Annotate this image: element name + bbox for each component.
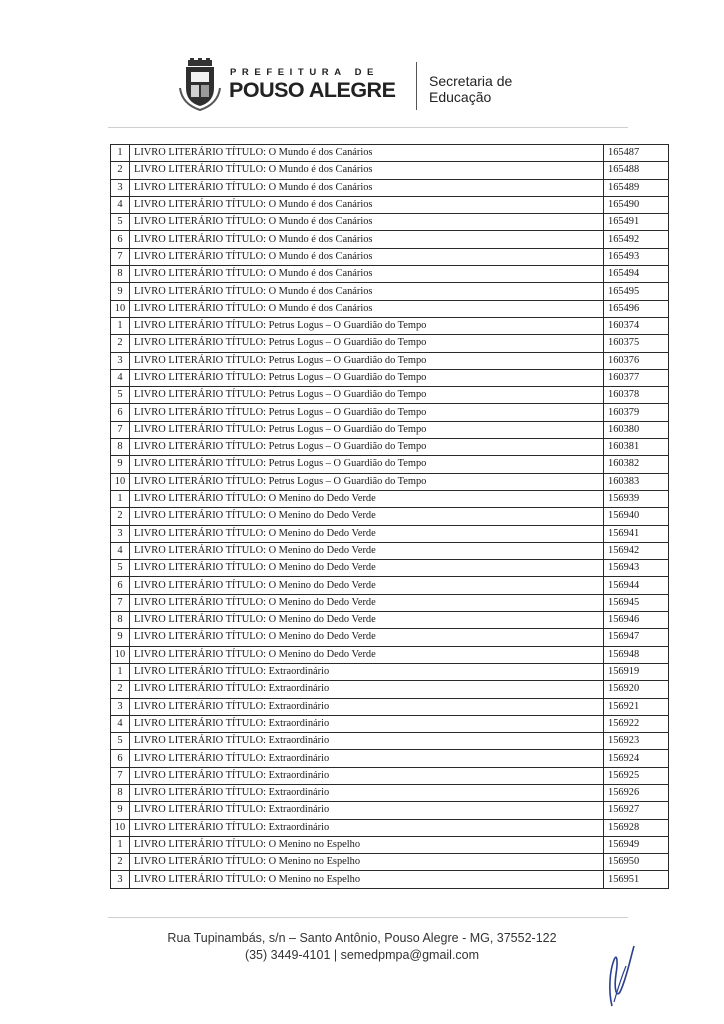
row-title: LIVRO LITERÁRIO TÍTULO: O Menino no Espelho <box>130 836 604 853</box>
table-row <box>111 594 669 611</box>
row-code: 160381 <box>604 439 669 456</box>
row-number: 1 <box>111 145 130 162</box>
row-code: 156920 <box>604 681 669 698</box>
row-number: 3 <box>111 525 130 542</box>
row-number: 8 <box>111 439 130 456</box>
letterhead <box>178 58 558 118</box>
row-number: 9 <box>111 283 130 300</box>
row-code: 156923 <box>604 733 669 750</box>
table-row <box>111 335 669 352</box>
secretaria-line1: Secretaria de <box>429 73 513 89</box>
table-row <box>111 784 669 801</box>
row-title: LIVRO LITERÁRIO TÍTULO: O Mundo é dos Canários <box>130 266 604 283</box>
row-code: 156947 <box>604 629 669 646</box>
table-row <box>111 681 669 698</box>
row-number: 7 <box>111 594 130 611</box>
row-number: 10 <box>111 300 130 317</box>
table-row <box>111 145 669 162</box>
footer-rule <box>108 917 628 918</box>
row-number: 2 <box>111 335 130 352</box>
city-name: POUSO ALEGRE <box>229 78 396 102</box>
row-code: 165493 <box>604 248 669 265</box>
row-title: LIVRO LITERÁRIO TÍTULO: O Mundo é dos Canários <box>130 162 604 179</box>
row-title: LIVRO LITERÁRIO TÍTULO: Petrus Logus – O Guardião do Tempo <box>130 439 604 456</box>
row-code: 165487 <box>604 145 669 162</box>
secretaria-line2: Educação <box>429 89 492 105</box>
table-row <box>111 439 669 456</box>
row-code: 156948 <box>604 646 669 663</box>
row-code: 156926 <box>604 784 669 801</box>
row-title: LIVRO LITERÁRIO TÍTULO: Extraordinário <box>130 715 604 732</box>
table-row <box>111 560 669 577</box>
row-title: LIVRO LITERÁRIO TÍTULO: Petrus Logus – O Guardião do Tempo <box>130 369 604 386</box>
row-code: 156951 <box>604 871 669 888</box>
table-row <box>111 317 669 334</box>
table-row <box>111 542 669 559</box>
row-code: 165494 <box>604 266 669 283</box>
row-code: 160374 <box>604 317 669 334</box>
row-title: LIVRO LITERÁRIO TÍTULO: Extraordinário <box>130 767 604 784</box>
row-title: LIVRO LITERÁRIO TÍTULO: O Menino do Dedo Verde <box>130 629 604 646</box>
row-title: LIVRO LITERÁRIO TÍTULO: O Menino do Dedo Verde <box>130 594 604 611</box>
table-row <box>111 162 669 179</box>
row-number: 3 <box>111 698 130 715</box>
row-number: 9 <box>111 802 130 819</box>
row-code: 165488 <box>604 162 669 179</box>
table-row <box>111 715 669 732</box>
row-title: LIVRO LITERÁRIO TÍTULO: O Menino do Dedo Verde <box>130 560 604 577</box>
row-title: LIVRO LITERÁRIO TÍTULO: O Mundo é dos Canários <box>130 196 604 213</box>
row-title: LIVRO LITERÁRIO TÍTULO: O Mundo é dos Canários <box>130 300 604 317</box>
row-code: 165491 <box>604 214 669 231</box>
row-number: 9 <box>111 629 130 646</box>
row-code: 156942 <box>604 542 669 559</box>
row-title: LIVRO LITERÁRIO TÍTULO: Extraordinário <box>130 784 604 801</box>
row-number: 8 <box>111 784 130 801</box>
row-title: LIVRO LITERÁRIO TÍTULO: Extraordinário <box>130 802 604 819</box>
footer-address: Rua Tupinambás, s/n – Santo Antônio, Pouso Alegre - MG, 37552-122 <box>167 931 557 945</box>
row-title: LIVRO LITERÁRIO TÍTULO: O Menino do Dedo Verde <box>130 508 604 525</box>
row-number: 4 <box>111 369 130 386</box>
row-number: 7 <box>111 421 130 438</box>
row-title: LIVRO LITERÁRIO TÍTULO: O Mundo é dos Canários <box>130 248 604 265</box>
row-number: 9 <box>111 456 130 473</box>
row-title: LIVRO LITERÁRIO TÍTULO: Petrus Logus – O Guardião do Tempo <box>130 387 604 404</box>
row-code: 156927 <box>604 802 669 819</box>
table-row <box>111 352 669 369</box>
header-divider <box>416 62 417 110</box>
row-title: LIVRO LITERÁRIO TÍTULO: O Menino do Dedo Verde <box>130 490 604 507</box>
row-title: LIVRO LITERÁRIO TÍTULO: O Mundo é dos Canários <box>130 283 604 300</box>
row-code: 156925 <box>604 767 669 784</box>
row-number: 2 <box>111 162 130 179</box>
table-row <box>111 750 669 767</box>
row-title: LIVRO LITERÁRIO TÍTULO: Petrus Logus – O Guardião do Tempo <box>130 317 604 334</box>
row-number: 10 <box>111 473 130 490</box>
row-title: LIVRO LITERÁRIO TÍTULO: Extraordinário <box>130 819 604 836</box>
row-number: 5 <box>111 733 130 750</box>
row-code: 156949 <box>604 836 669 853</box>
row-title: LIVRO LITERÁRIO TÍTULO: O Menino no Espelho <box>130 871 604 888</box>
row-number: 3 <box>111 179 130 196</box>
secretaria-label <box>429 73 512 105</box>
row-code: 156944 <box>604 577 669 594</box>
table-row <box>111 733 669 750</box>
row-title: LIVRO LITERÁRIO TÍTULO: Extraordinário <box>130 750 604 767</box>
table-row <box>111 698 669 715</box>
table-row <box>111 248 669 265</box>
table-row <box>111 266 669 283</box>
row-title: LIVRO LITERÁRIO TÍTULO: O Mundo é dos Canários <box>130 179 604 196</box>
row-code: 165492 <box>604 231 669 248</box>
table-row <box>111 421 669 438</box>
table-row <box>111 646 669 663</box>
row-code: 156940 <box>604 508 669 525</box>
row-code: 156924 <box>604 750 669 767</box>
row-code: 156939 <box>604 490 669 507</box>
row-code: 156943 <box>604 560 669 577</box>
row-number: 10 <box>111 646 130 663</box>
row-title: LIVRO LITERÁRIO TÍTULO: O Mundo é dos Canários <box>130 214 604 231</box>
header-rule <box>108 127 628 128</box>
prefeitura-label: PREFEITURA DE <box>230 67 379 78</box>
book-inventory-table <box>110 144 669 889</box>
row-code: 160380 <box>604 421 669 438</box>
row-number: 2 <box>111 681 130 698</box>
row-code: 156941 <box>604 525 669 542</box>
table-row <box>111 456 669 473</box>
row-number: 5 <box>111 560 130 577</box>
row-number: 7 <box>111 767 130 784</box>
row-title: LIVRO LITERÁRIO TÍTULO: Extraordinário <box>130 681 604 698</box>
row-number: 5 <box>111 387 130 404</box>
footer-contact: (35) 3449-4101 | semedpmpa@gmail.com <box>244 948 480 962</box>
table-row <box>111 283 669 300</box>
table-row <box>111 387 669 404</box>
row-title: LIVRO LITERÁRIO TÍTULO: Petrus Logus – O Guardião do Tempo <box>130 456 604 473</box>
table-row <box>111 196 669 213</box>
row-code: 160379 <box>604 404 669 421</box>
row-code: 156921 <box>604 698 669 715</box>
row-code: 165490 <box>604 196 669 213</box>
row-number: 4 <box>111 715 130 732</box>
table-row <box>111 767 669 784</box>
table-row <box>111 179 669 196</box>
row-number: 7 <box>111 248 130 265</box>
row-code: 160375 <box>604 335 669 352</box>
row-number: 10 <box>111 819 130 836</box>
row-title: LIVRO LITERÁRIO TÍTULO: Extraordinário <box>130 733 604 750</box>
table-row <box>111 214 669 231</box>
row-number: 4 <box>111 196 130 213</box>
row-number: 1 <box>111 490 130 507</box>
table-row <box>111 577 669 594</box>
table-row <box>111 819 669 836</box>
row-title: LIVRO LITERÁRIO TÍTULO: O Menino do Dedo Verde <box>130 577 604 594</box>
row-code: 156928 <box>604 819 669 836</box>
row-title: LIVRO LITERÁRIO TÍTULO: O Menino no Espelho <box>130 854 604 871</box>
row-title: LIVRO LITERÁRIO TÍTULO: Petrus Logus – O Guardião do Tempo <box>130 352 604 369</box>
row-code: 165489 <box>604 179 669 196</box>
row-code: 156950 <box>604 854 669 871</box>
table-row <box>111 508 669 525</box>
row-title: LIVRO LITERÁRIO TÍTULO: O Menino do Dedo Verde <box>130 612 604 629</box>
row-number: 8 <box>111 612 130 629</box>
row-title: LIVRO LITERÁRIO TÍTULO: O Mundo é dos Canários <box>130 145 604 162</box>
row-number: 6 <box>111 577 130 594</box>
table-row <box>111 300 669 317</box>
row-code: 156919 <box>604 663 669 680</box>
row-title: LIVRO LITERÁRIO TÍTULO: O Mundo é dos Canários <box>130 231 604 248</box>
table-row <box>111 231 669 248</box>
row-number: 6 <box>111 750 130 767</box>
row-title: LIVRO LITERÁRIO TÍTULO: Extraordinário <box>130 663 604 680</box>
table-row <box>111 473 669 490</box>
row-number: 8 <box>111 266 130 283</box>
table-row <box>111 836 669 853</box>
row-code: 160383 <box>604 473 669 490</box>
table-row <box>111 663 669 680</box>
table-row <box>111 629 669 646</box>
row-title: LIVRO LITERÁRIO TÍTULO: O Menino do Dedo Verde <box>130 525 604 542</box>
row-title: LIVRO LITERÁRIO TÍTULO: Petrus Logus – O Guardião do Tempo <box>130 473 604 490</box>
table-row <box>111 404 669 421</box>
row-number: 4 <box>111 542 130 559</box>
table-body <box>111 145 669 889</box>
table-row <box>111 369 669 386</box>
row-code: 160378 <box>604 387 669 404</box>
row-code: 160377 <box>604 369 669 386</box>
row-title: LIVRO LITERÁRIO TÍTULO: Extraordinário <box>130 698 604 715</box>
row-code: 156945 <box>604 594 669 611</box>
row-number: 6 <box>111 231 130 248</box>
row-title: LIVRO LITERÁRIO TÍTULO: O Menino do Dedo Verde <box>130 646 604 663</box>
row-title: LIVRO LITERÁRIO TÍTULO: O Menino do Dedo Verde <box>130 542 604 559</box>
row-code: 156946 <box>604 612 669 629</box>
table-row <box>111 802 669 819</box>
city-coat-of-arms-icon <box>178 58 222 112</box>
table-row <box>111 871 669 888</box>
row-title: LIVRO LITERÁRIO TÍTULO: Petrus Logus – O Guardião do Tempo <box>130 404 604 421</box>
row-number: 2 <box>111 854 130 871</box>
handwritten-signature <box>600 940 640 1010</box>
row-code: 165495 <box>604 283 669 300</box>
row-number: 1 <box>111 317 130 334</box>
row-number: 3 <box>111 352 130 369</box>
row-number: 2 <box>111 508 130 525</box>
row-number: 6 <box>111 404 130 421</box>
table-row <box>111 525 669 542</box>
row-code: 165496 <box>604 300 669 317</box>
table-row <box>111 854 669 871</box>
row-title: LIVRO LITERÁRIO TÍTULO: Petrus Logus – O Guardião do Tempo <box>130 421 604 438</box>
table-row <box>111 612 669 629</box>
row-number: 1 <box>111 836 130 853</box>
row-code: 156922 <box>604 715 669 732</box>
row-code: 160382 <box>604 456 669 473</box>
row-number: 5 <box>111 214 130 231</box>
row-code: 160376 <box>604 352 669 369</box>
row-title: LIVRO LITERÁRIO TÍTULO: Petrus Logus – O Guardião do Tempo <box>130 335 604 352</box>
table-row <box>111 490 669 507</box>
row-number: 3 <box>111 871 130 888</box>
row-number: 1 <box>111 663 130 680</box>
